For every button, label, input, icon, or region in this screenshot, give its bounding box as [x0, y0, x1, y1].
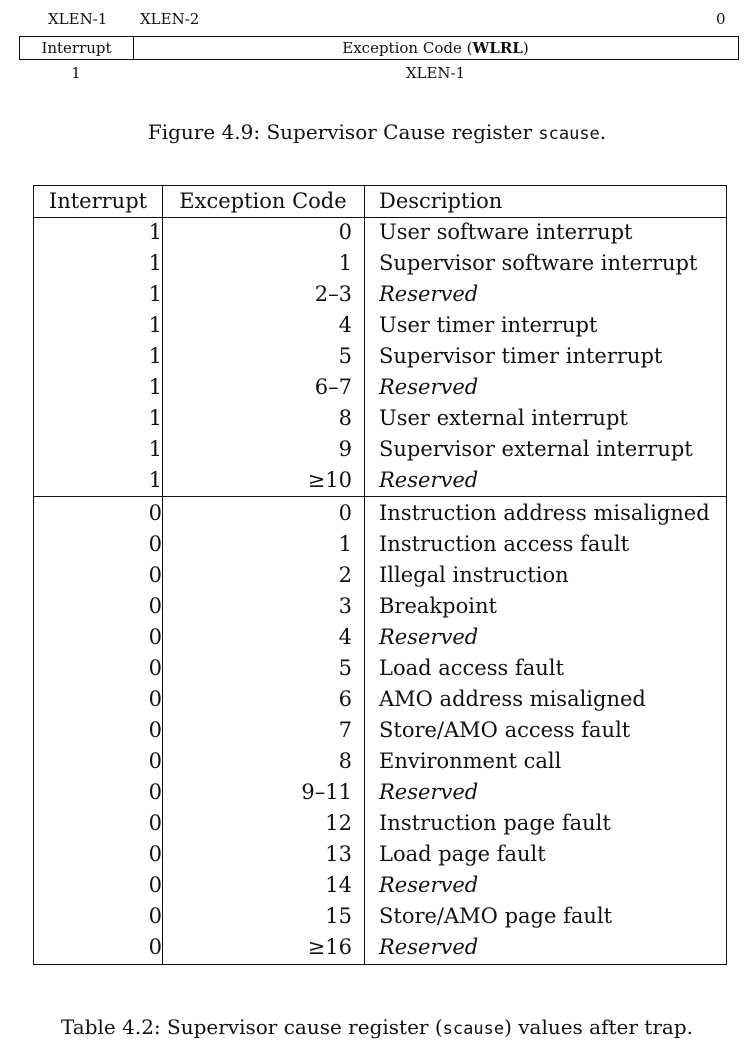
row-interrupt: 0 [148, 904, 162, 928]
row-description: Breakpoint [379, 594, 497, 618]
row-interrupt: 0 [148, 594, 162, 618]
row-exception-code: 3 [338, 594, 352, 618]
row-description: User timer interrupt [379, 313, 598, 337]
exception-code-field-width: XLEN-1 [405, 64, 466, 82]
figure-caption-text: Figure 4.9: Supervisor Cause register [147, 120, 539, 144]
row-interrupt: 0 [148, 749, 162, 773]
row-interrupt: 1 [148, 468, 162, 492]
row-description: Supervisor external interrupt [379, 437, 693, 461]
header-exception-code: Exception Code [179, 189, 347, 213]
row-exception-code: 15 [325, 904, 352, 928]
row-description: Reserved [379, 625, 479, 649]
row-description: Reserved [379, 780, 479, 804]
scause-values-table [33, 185, 727, 965]
row-interrupt: 0 [148, 842, 162, 866]
row-interrupt: 0 [148, 532, 162, 556]
row-exception-code: 5 [338, 344, 352, 368]
row-description: Load access fault [379, 656, 564, 680]
row-description: Instruction address misaligned [379, 501, 710, 525]
row-interrupt: 1 [148, 437, 162, 461]
row-exception-code: ≥10 [307, 468, 352, 492]
row-exception-code: 8 [338, 749, 352, 773]
table-caption-code: scause [442, 1019, 505, 1039]
exception-code-label-close: ) [522, 39, 529, 57]
table-caption-suffix: ) values after trap. [504, 1015, 693, 1039]
row-interrupt: 0 [148, 718, 162, 742]
row-exception-code: 9 [338, 437, 352, 461]
row-description: User external interrupt [379, 406, 628, 430]
figure-caption [0, 120, 754, 144]
row-exception-code: 8 [338, 406, 352, 430]
row-description: Reserved [379, 873, 479, 897]
row-description: Reserved [379, 282, 479, 306]
bit-label-0: 0 [716, 10, 726, 28]
row-interrupt: 1 [148, 220, 162, 244]
row-exception-code: 4 [338, 625, 352, 649]
interrupt-field-width: 1 [71, 64, 81, 82]
bit-label-xlen-2: XLEN-2 [140, 10, 200, 28]
bit-label-xlen-1: XLEN-1 [48, 10, 108, 28]
row-interrupt: 0 [148, 563, 162, 587]
row-interrupt: 0 [148, 656, 162, 680]
row-description: Reserved [379, 468, 479, 492]
row-description: Illegal instruction [379, 563, 569, 587]
row-description: Load page fault [379, 842, 546, 866]
row-interrupt: 1 [148, 406, 162, 430]
row-description: Store/AMO page fault [379, 904, 613, 928]
interrupt-field-label: Interrupt [41, 39, 112, 57]
row-exception-code: 4 [338, 313, 352, 337]
exception-code-label-text: Exception Code ( [342, 39, 473, 57]
row-exception-code: 0 [338, 220, 352, 244]
section-divider [34, 496, 726, 497]
column-divider-2 [364, 186, 365, 964]
row-exception-code: 1 [338, 251, 352, 275]
row-description: User software interrupt [379, 220, 633, 244]
row-interrupt: 1 [148, 313, 162, 337]
row-exception-code: 1 [338, 532, 352, 556]
row-description: AMO address misaligned [379, 687, 646, 711]
row-exception-code: 5 [338, 656, 352, 680]
row-description: Reserved [379, 935, 479, 959]
row-interrupt: 0 [148, 873, 162, 897]
row-exception-code: 13 [325, 842, 352, 866]
row-interrupt: 0 [148, 687, 162, 711]
row-interrupt: 0 [148, 935, 162, 959]
table-caption [0, 1015, 754, 1039]
row-exception-code: 0 [338, 501, 352, 525]
row-exception-code: 7 [338, 718, 352, 742]
row-interrupt: 0 [148, 780, 162, 804]
row-interrupt: 1 [148, 282, 162, 306]
row-description: Reserved [379, 375, 479, 399]
row-interrupt: 0 [148, 625, 162, 649]
row-exception-code: 6 [338, 687, 352, 711]
row-description: Store/AMO access fault [379, 718, 631, 742]
row-description: Supervisor timer interrupt [379, 344, 663, 368]
row-exception-code: 6–7 [314, 375, 352, 399]
row-description: Instruction page fault [379, 811, 611, 835]
figure-caption-code: scause [538, 124, 600, 144]
figure-caption-suffix: . [599, 120, 607, 144]
row-interrupt: 0 [148, 811, 162, 835]
row-interrupt: 1 [148, 251, 162, 275]
header-interrupt: Interrupt [48, 189, 148, 213]
row-exception-code: 14 [325, 873, 352, 897]
row-description: Instruction access fault [379, 532, 630, 556]
row-exception-code: 9–11 [301, 780, 352, 804]
row-interrupt: 1 [148, 344, 162, 368]
row-description: Environment call [379, 749, 562, 773]
row-exception-code: 2 [338, 563, 352, 587]
table-caption-text: Table 4.2: Supervisor cause register ( [61, 1015, 443, 1039]
row-exception-code: 2–3 [314, 282, 352, 306]
row-exception-code: 12 [325, 811, 352, 835]
exception-code-field-label [133, 39, 738, 57]
register-diagram [19, 36, 739, 60]
header-divider [34, 217, 726, 218]
wlrl-label: WLRL [472, 39, 523, 57]
row-exception-code: ≥16 [307, 935, 352, 959]
row-description: Supervisor software interrupt [379, 251, 698, 275]
header-description: Description [379, 189, 503, 213]
row-interrupt: 0 [148, 501, 162, 525]
row-interrupt: 1 [148, 375, 162, 399]
